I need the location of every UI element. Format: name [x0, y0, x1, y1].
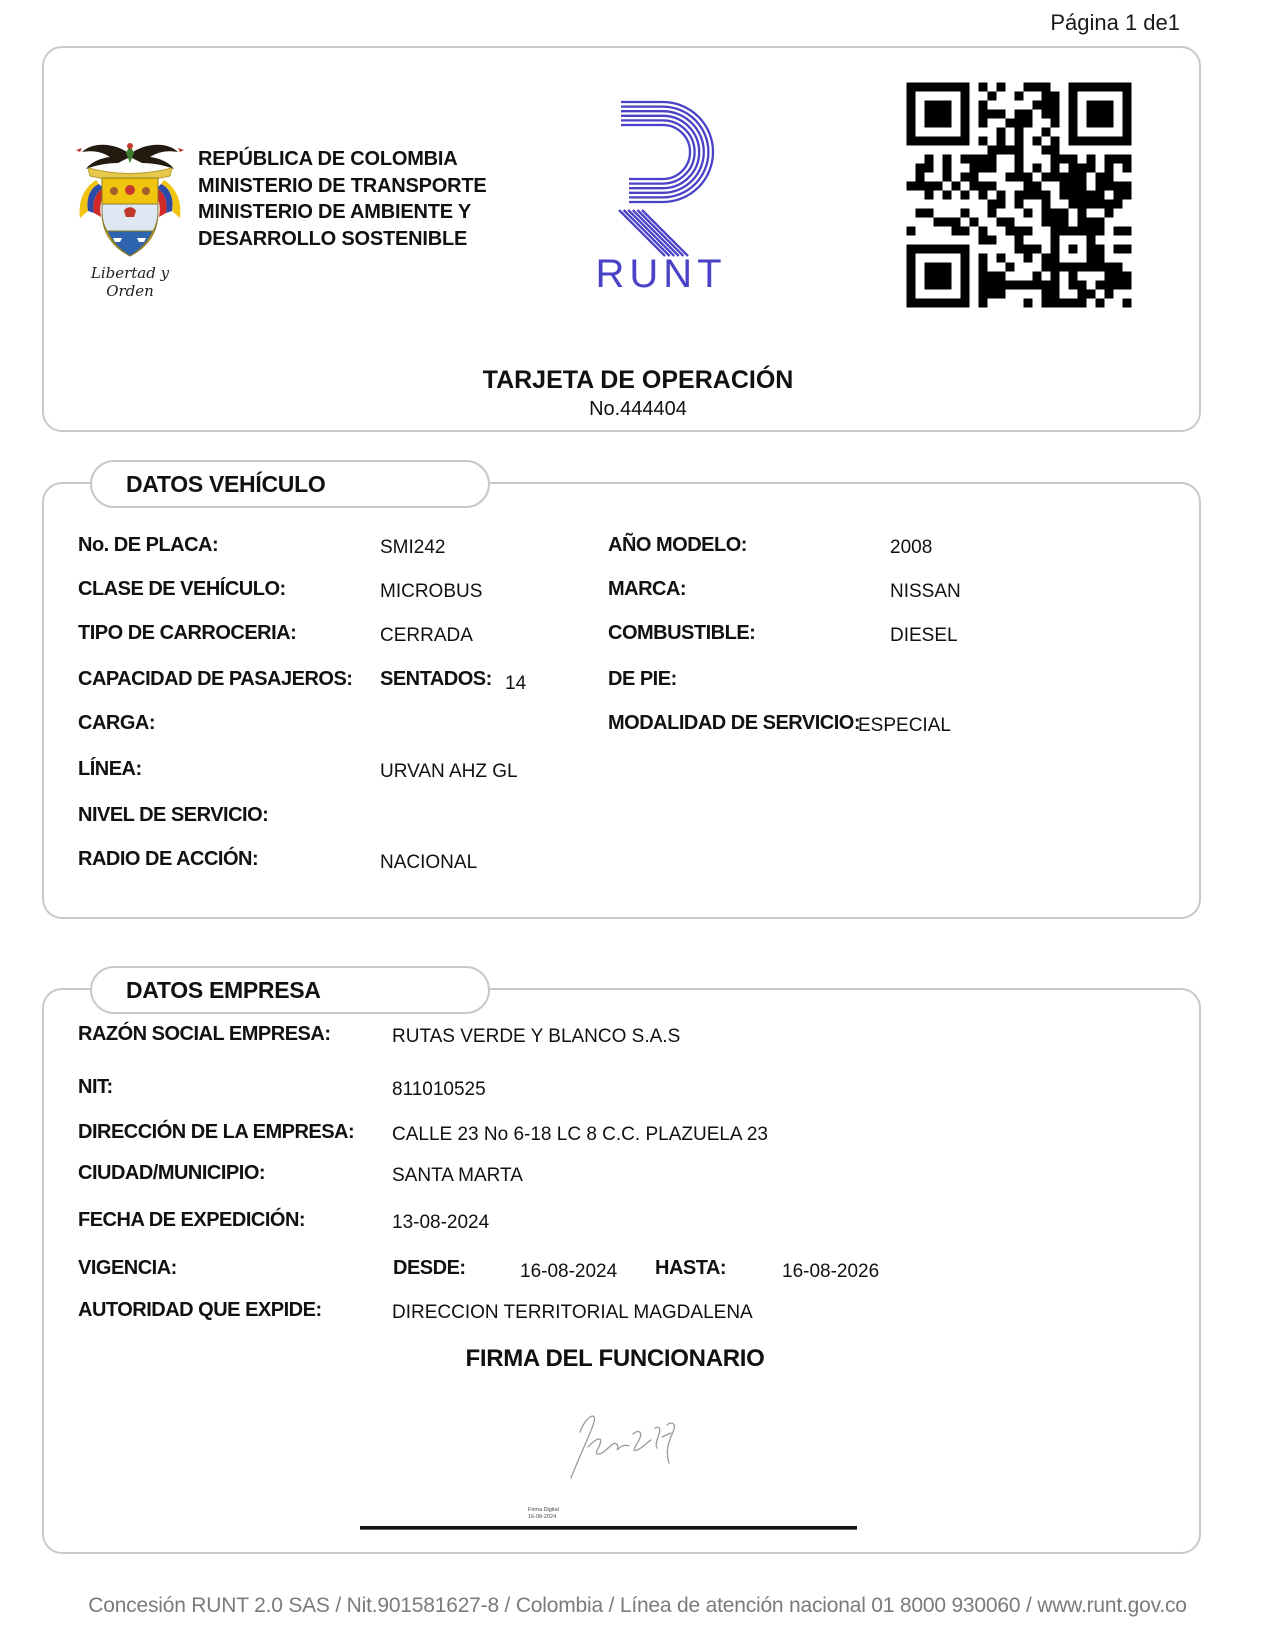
vehicle-section-title: DATOS VEHÍCULO: [126, 470, 326, 497]
footer-text: Concesión RUNT 2.0 SAS / Nit.901581627-8 / Colombia / Línea de atención nacional 01 8000 930060 / www.runt.gov.co: [88, 1594, 1187, 1617]
field-label: MODALIDAD DE SERVICIO:: [608, 712, 860, 734]
field-label: CAPACIDAD DE PASAJEROS:: [78, 668, 353, 690]
signature-line: [360, 1526, 857, 1530]
field-label: LÍNEA:: [78, 758, 142, 780]
ministry-line: MINISTERIO DE TRANSPORTE: [198, 174, 487, 197]
ministry-line: REPÚBLICA DE COLOMBIA: [198, 148, 458, 170]
field-label: DIRECCIÓN DE LA EMPRESA:: [78, 1121, 355, 1143]
field-value: 16-08-2026: [782, 1261, 880, 1282]
field-value: NACIONAL: [380, 852, 478, 873]
digital-signature-caption: Firma Digital 16-08-2024: [528, 1507, 559, 1520]
field-value: RUTAS VERDE Y BLANCO S.A.S: [392, 1026, 681, 1047]
field-label: AUTORIDAD QUE EXPIDE:: [78, 1299, 322, 1321]
handwritten-signature: [558, 1406, 690, 1490]
field-label: NIT:: [78, 1076, 113, 1098]
field-label: COMBUSTIBLE:: [608, 622, 756, 644]
field-label: TIPO DE CARROCERIA:: [78, 622, 297, 644]
field-value: 13-08-2024: [392, 1212, 490, 1233]
field-value: DIRECCION TERRITORIAL MAGDALENA: [392, 1302, 753, 1323]
field-value: URVAN AHZ GL: [380, 761, 518, 782]
field-value: CERRADA: [380, 625, 473, 646]
ministry-text: [198, 146, 487, 252]
field-value: MICROBUS: [380, 581, 483, 602]
field-label: AÑO MODELO:: [608, 534, 747, 556]
field-value: DIESEL: [890, 625, 958, 646]
document-number: No.444404: [589, 398, 687, 420]
field-label: NIVEL DE SERVICIO:: [78, 804, 269, 826]
document-title: TARJETA DE OPERACIÓN: [482, 366, 794, 394]
runt-logo-icon: [596, 90, 726, 262]
field-label: No. DE PLACA:: [78, 534, 219, 556]
field-value: SMI242: [380, 537, 446, 558]
coat-of-arms-caption: Libertad y Orden: [90, 264, 170, 300]
field-label: DESDE:: [393, 1257, 466, 1279]
field-label: RADIO DE ACCIÓN:: [78, 848, 259, 870]
qr-code: [902, 78, 1136, 312]
field-value: CALLE 23 No 6-18 LC 8 C.C. PLAZUELA 23: [392, 1124, 768, 1145]
company-section-title: DATOS EMPRESA: [126, 976, 321, 1003]
field-label: SENTADOS:: [380, 668, 492, 690]
field-label: CIUDAD/MUNICIPIO:: [78, 1162, 266, 1184]
signature-section-title: FIRMA DEL FUNCIONARIO: [465, 1345, 765, 1372]
field-label: VIGENCIA:: [78, 1257, 177, 1279]
ministry-line: DESARROLLO SOSTENIBLE: [198, 227, 468, 250]
field-value: NISSAN: [890, 581, 961, 602]
colombia-coat-of-arms-icon: [76, 138, 184, 264]
page-indicator: Página 1 de1: [1050, 10, 1180, 35]
ministry-line: MINISTERIO DE AMBIENTE Y: [198, 201, 472, 223]
field-value: 811010525: [392, 1079, 486, 1100]
field-label: HASTA:: [655, 1257, 727, 1279]
field-label: CARGA:: [78, 712, 155, 734]
field-label: RAZÓN SOCIAL EMPRESA:: [78, 1023, 331, 1045]
field-label: DE PIE:: [608, 668, 677, 690]
vehicle-section-tab: [90, 460, 490, 508]
field-value: 2008: [890, 537, 933, 558]
field-value: 16-08-2024: [520, 1261, 618, 1282]
field-label: CLASE DE VEHÍCULO:: [78, 578, 286, 600]
field-value: ESPECIAL: [858, 715, 951, 736]
field-label: MARCA:: [608, 578, 687, 600]
field-value: 14: [505, 673, 527, 694]
field-label: FECHA DE EXPEDICIÓN:: [78, 1209, 306, 1231]
runt-logo-text: RUNT: [595, 252, 727, 296]
company-section-tab: [90, 966, 490, 1014]
field-value: SANTA MARTA: [392, 1165, 523, 1186]
